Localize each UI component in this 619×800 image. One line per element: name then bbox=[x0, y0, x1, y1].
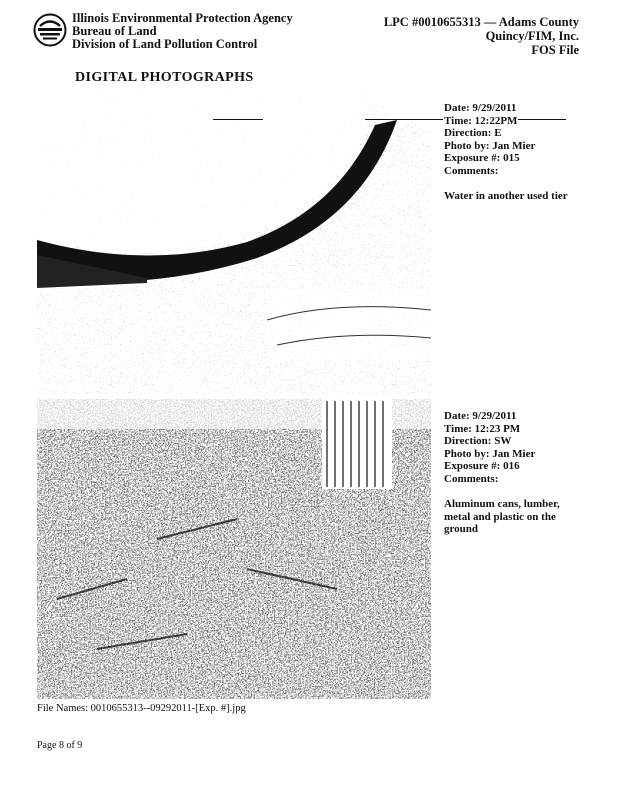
agency-name: Illinois Environmental Protection Agency bbox=[72, 11, 293, 25]
photograph-015 bbox=[37, 90, 431, 394]
photo-exposure: Exposure #: 016 bbox=[444, 460, 520, 472]
lpc-number: LPC #0010655313 — Adams County bbox=[383, 15, 579, 29]
photo-date: Date: 9/29/2011 bbox=[444, 102, 517, 114]
company-name: Quincy/FIM, Inc. bbox=[485, 29, 579, 43]
photo-comments-label: Comments: bbox=[444, 164, 499, 177]
photo-direction: Direction: SW bbox=[444, 435, 512, 447]
photograph-016 bbox=[37, 399, 431, 699]
agency-header bbox=[72, 12, 293, 51]
pointer-line-left bbox=[213, 119, 263, 120]
division-name: Division of Land Pollution Control bbox=[72, 37, 258, 51]
photo-comments-label: Comments: bbox=[444, 472, 499, 485]
file-type: FOS File bbox=[531, 43, 579, 57]
photo-direction: Direction: E bbox=[444, 127, 502, 139]
photo-date: Date: 9/29/2011 bbox=[444, 410, 517, 422]
file-names: File Names: 0010655313--09292011-[Exp. #].jpg bbox=[37, 703, 246, 714]
illinois-epa-seal-icon bbox=[33, 13, 67, 47]
photo-016-details bbox=[444, 410, 574, 536]
photo-015-details bbox=[444, 102, 574, 203]
photo-exposure: Exposure #: 015 bbox=[444, 152, 520, 164]
photo-photographer: Photo by: Jan Mier bbox=[444, 447, 536, 460]
page-title: DIGITAL PHOTOGRAPHS bbox=[75, 70, 254, 85]
photo-comment: Water in another used tier bbox=[444, 190, 568, 202]
page-number: Page 8 of 9 bbox=[37, 740, 83, 751]
photo-time: Time: 12:23 PM bbox=[444, 422, 521, 435]
photo-photographer: Photo by: Jan Mier bbox=[444, 139, 536, 152]
bureau-name: Bureau of Land bbox=[72, 24, 157, 38]
site-header bbox=[384, 15, 579, 57]
photo-comment: Aluminum cans, lumber, metal and plastic on the ground bbox=[444, 498, 560, 535]
photo-time: Time: 12:22PM bbox=[444, 114, 518, 127]
pointer-line-right bbox=[365, 119, 443, 120]
